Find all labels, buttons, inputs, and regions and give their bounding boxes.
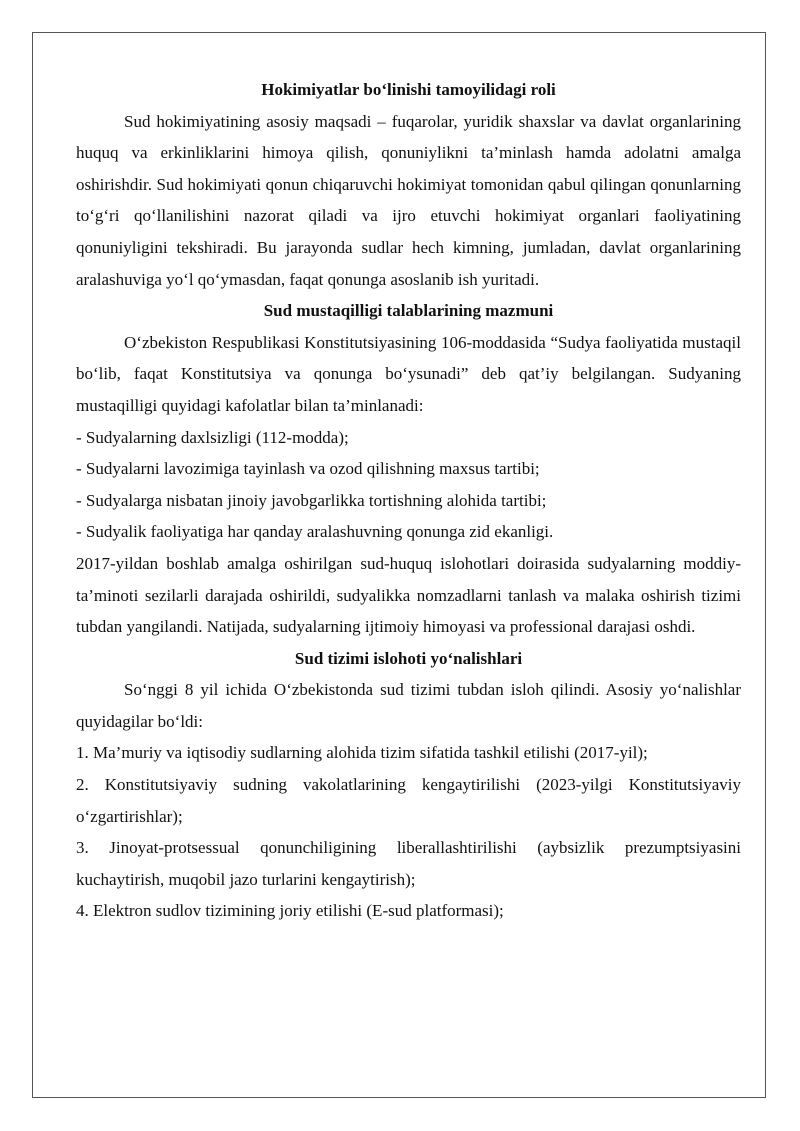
list-item: - Sudyalarga nisbatan jinoiy javobgarlikka tortishning alohida tartibi; (76, 490, 547, 510)
paragraph-yonalishlar: So‘nggi 8 yil ichida O‘zbekistonda sud tizimi tubdan isloh qilindi. Asosiy yo‘nalishlar quyidagilar bo‘ldi: (76, 680, 741, 731)
list-item: - Sudyalarni lavozimiga tayinlash va ozod qilishning maxsus tartibi; (76, 459, 540, 479)
paragraph-konstitutsiya: O‘zbekiston Respublikasi Konstitutsiyasining 106-moddasida “Sudya faoliyatida mustaqil bo‘lib, faqat Konstitutsiya va qonunga bo‘ysunadi” deb qat’iy belgilangan. Sudyaning mustaqilligi quyidagi kafolatlar bilan ta’minlanadi: (76, 332, 741, 415)
list-item: - Sudyalarning daxlsizligi (112-modda); (76, 427, 349, 447)
list-item: 1. Ma’muriy va iqtisodiy sudlarning alohida tizim sifatida tashkil etilishi (2017-yil); (76, 743, 648, 763)
list-item: - Sudyalik faoliyatiga har qanday aralashuvning qonunga zid ekanligi. (76, 522, 554, 542)
document-body (76, 74, 741, 927)
paragraph-islohotlar-2017: 2017-yildan boshlab amalga oshirilgan sud-huquq islohotlari doirasida sudyalarning moddiy-ta’minoti sezilarli darajada oshirildi, sudyalikka nomzadlarni tanlash va malaka oshirish tizimi tubdan yangilandi. Natijada, sudyalarning ijtimoiy himoyasi va professional darajasi oshdi. (76, 553, 741, 637)
paragraph-sud-hokimiyati: Sud hokimiyatining asosiy maqsadi – fuqarolar, yuridik shaxslar va davlat organlarining huquq va erkinliklarini himoya qilish, qonuniylikni ta’minlash hamda adolatni amalga oshirishdir. Sud hokimiyati qonun chiqaruvchi hokimiyat tomonidan qabul qilingan qonunlarning to‘g‘ri qo‘llanilishini nazorat qiladi va ijro etuvchi hokimiyat organlari faoliyatining qonuniyligini tekshiradi. Bu jarayonda sudlar hech kimning, jumladan, davlat organlarining aralashuviga yo‘l qo‘ymasdan, faqat qonunga asoslanib ish yuritadi. (76, 111, 741, 289)
section-heading-roli: Hokimiyatlar bo‘linishi tamoyilidagi roli (261, 80, 556, 99)
section-heading-islohot: Sud tizimi islohoti yo‘nalishlari (294, 648, 523, 668)
list-item: 2. Konstitutsiyaviy sudning vakolatlarining kengaytirilishi (2023-yilgi Konstitutsiyaviy o‘zgartirishlar); (76, 775, 741, 826)
list-item: 4. Elektron sudlov tizimining joriy etilishi (E-sud platformasi); (76, 901, 504, 921)
list-item: 3. Jinoyat-protsessual qonunchiligining liberallashtirilishi (aybsizlik prezumptsiyasini kuchaytirish, muqobil jazo turlarini kengaytirish); (76, 838, 741, 889)
section-heading-mustaqillik: Sud mustaqilligi talablarining mazmuni (263, 301, 554, 321)
